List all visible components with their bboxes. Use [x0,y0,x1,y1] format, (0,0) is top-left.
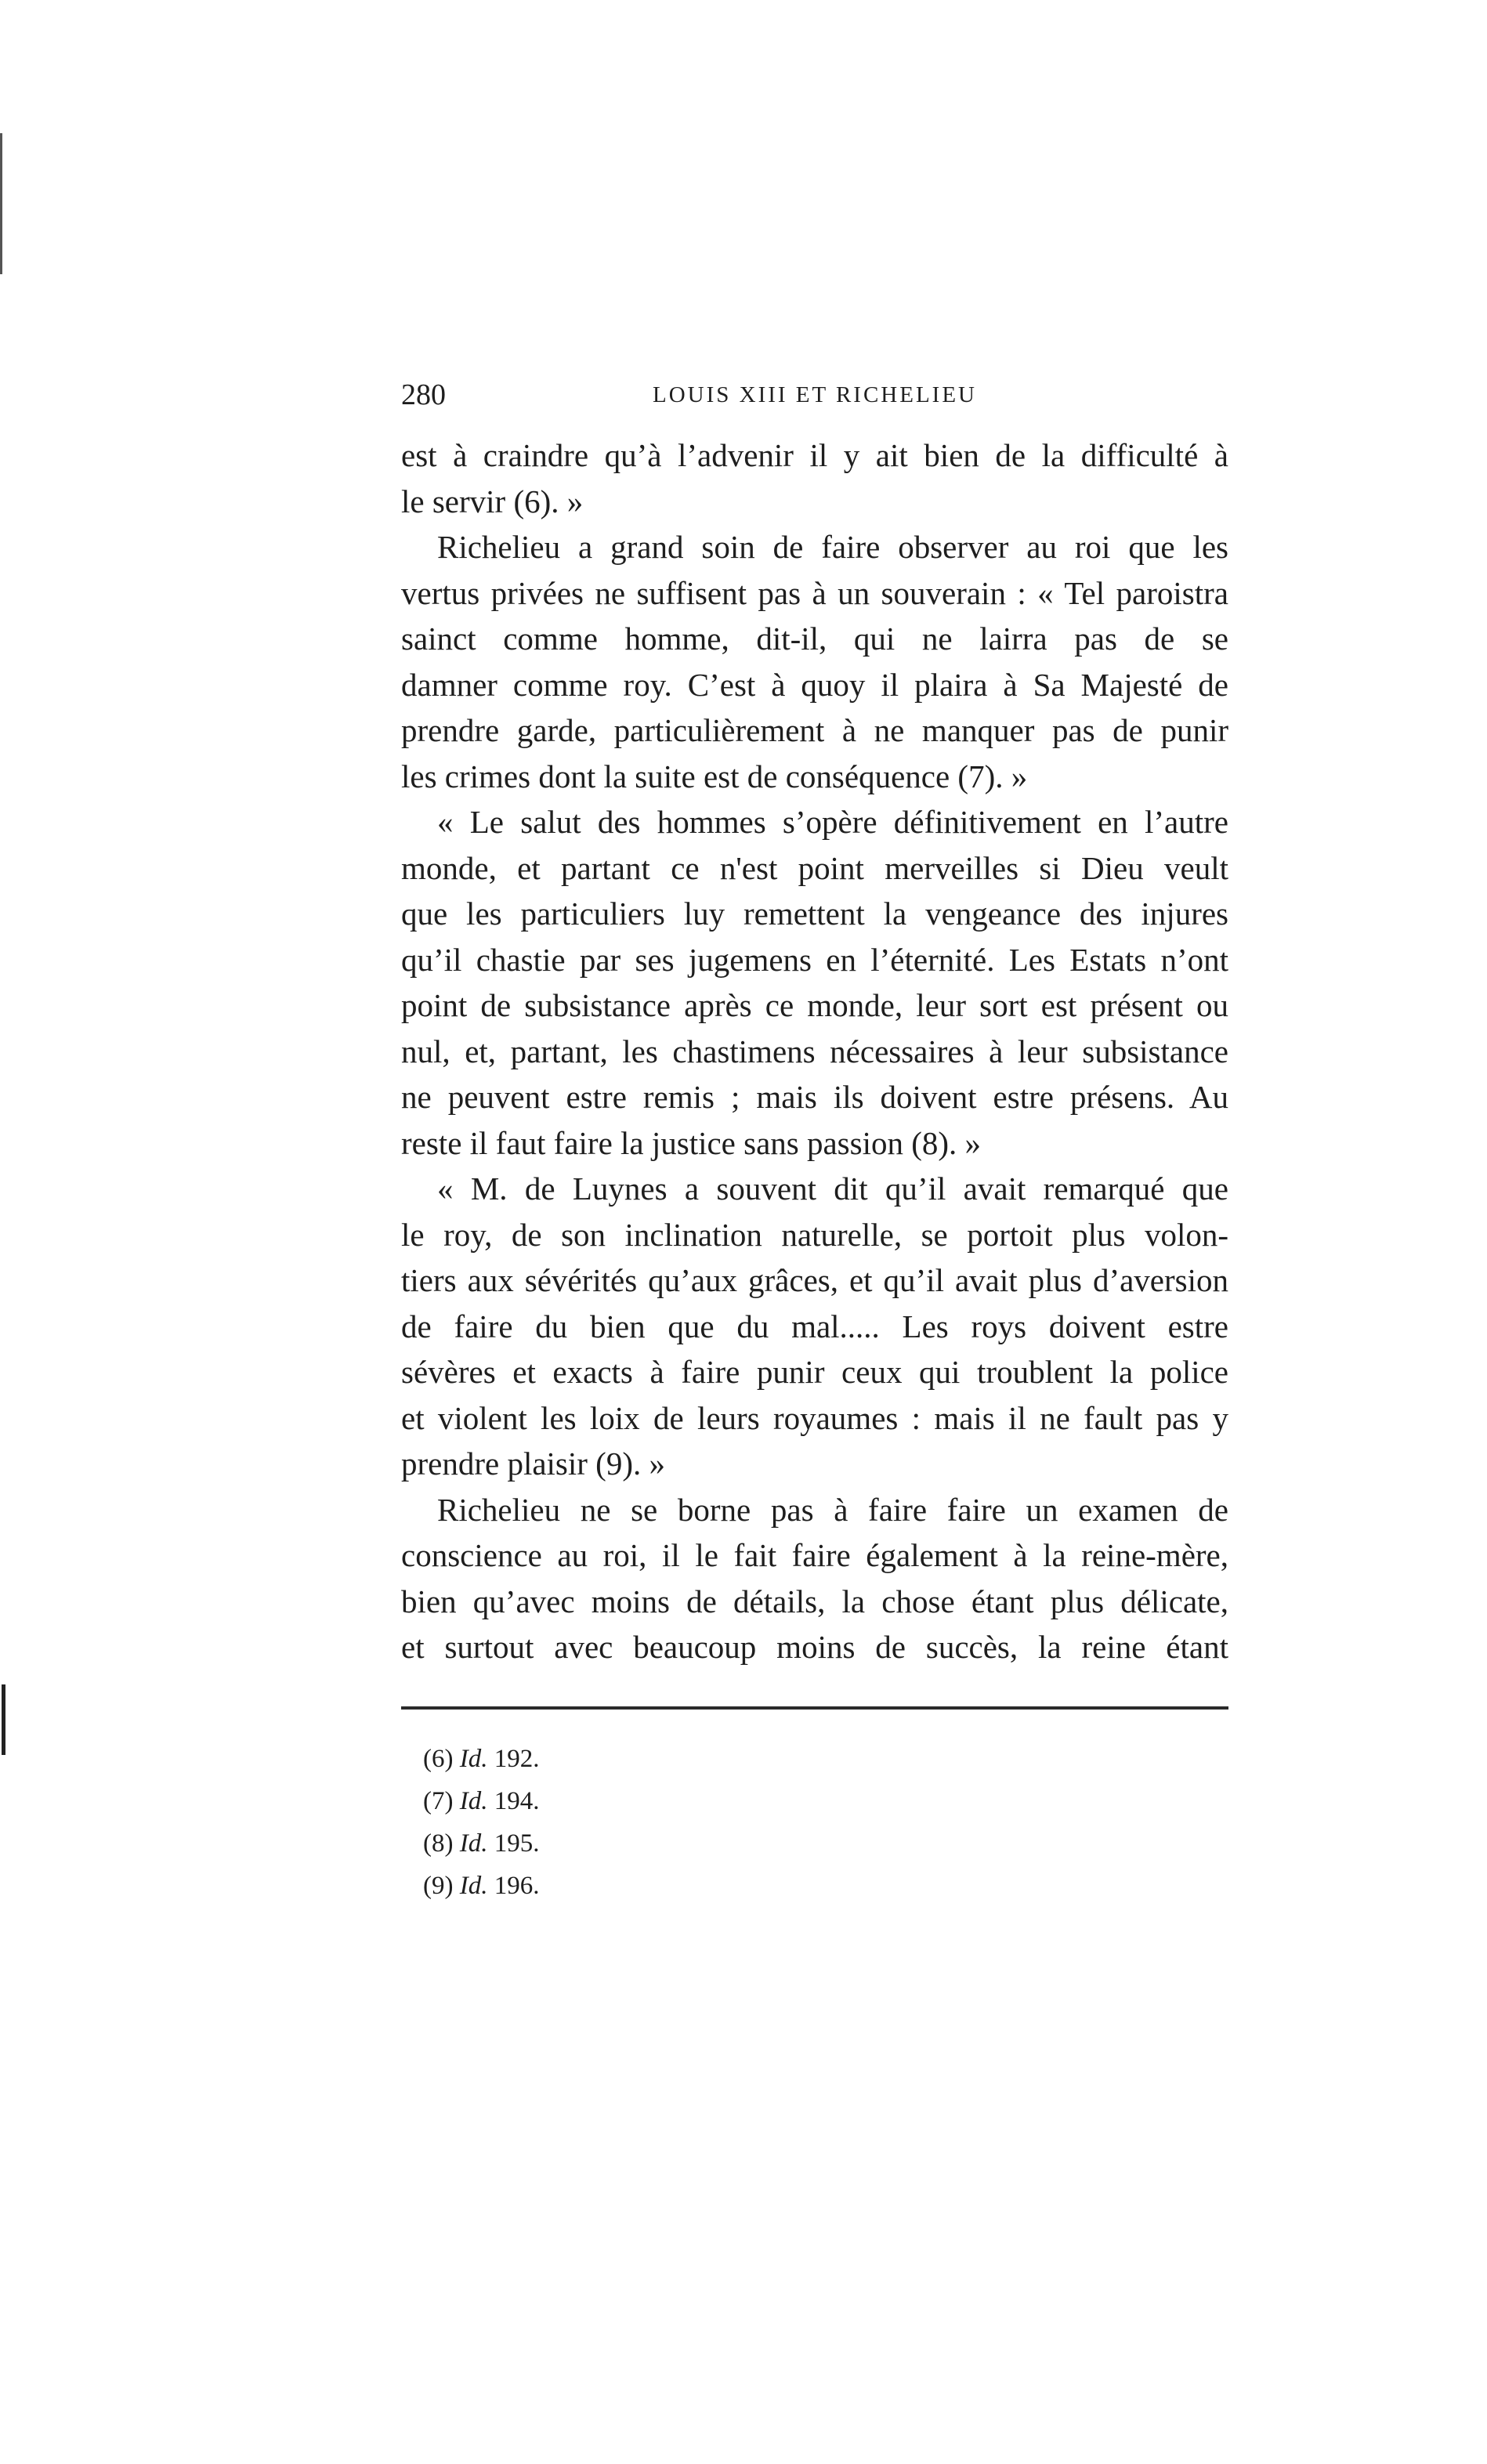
text-line: sévères et exacts à faire punir ceux qui troublent la police [401,1354,1228,1390]
text-line: point de subsistance après ce monde, leur sort est présent ou [401,987,1228,1023]
footnote-rule [401,1706,1228,1710]
footnote-page: 192. [494,1745,540,1773]
body-text [401,432,1228,1670]
footnote-page: 196. [494,1872,540,1900]
text-line: que les particuliers luy remettent la vengeance des injures [401,896,1228,932]
text-line: sainct comme homme, dit-il, qui ne lairra pas de se [401,621,1228,657]
text-line: bien qu’avec moins de détails, la chose étant plus délicate, [401,1583,1228,1619]
footnote-marker: (7) [423,1787,454,1815]
footnote-marker: (6) [423,1745,454,1773]
text-line: reste il faut faire la justice sans passion (8). » [401,1124,982,1161]
footnote-source: Id. [459,1787,488,1815]
text-line: Richelieu a grand soin de faire observer au roi que les [437,529,1228,565]
text-line: le roy, de son inclination naturelle, se portoit plus volon- [401,1216,1228,1253]
footnote [423,1865,893,1907]
text-line: de faire du bien que du mal..... Les roys doivent estre [401,1308,1228,1344]
scan-edge-mark [0,133,2,274]
text-line: conscience au roi, il le fait faire également à la reine-mère, [401,1537,1228,1573]
footnote-page: 195. [494,1829,540,1858]
page-number: 280 [401,378,446,411]
text-line: Richelieu ne se borne pas à faire faire un examen de [437,1491,1228,1528]
text-line: les crimes dont la suite est de conséquence (7). » [401,758,1028,794]
footnote-page: 194. [494,1787,540,1815]
text-line: vertus privées ne suffisent pas à un souverain : « Tel paroistra [401,574,1228,611]
text-line: prendre plaisir (9). » [401,1445,665,1482]
footnote-source: Id. [459,1829,488,1858]
text-line: « Le salut des hommes s’opère définitivement en l’autre [437,804,1228,840]
running-head [401,371,1228,418]
footnote [423,1780,893,1822]
footnote-marker: (9) [423,1872,454,1900]
text-line: prendre garde, particulièrement à ne manquer pas de punir [401,712,1228,748]
footnote-marker: (8) [423,1829,454,1858]
text-line: et violent les loix de leurs royaumes : mais il ne fault pas y [401,1399,1228,1436]
text-line: le servir (6). » [401,483,584,519]
text-line: et surtout avec beaucoup moins de succès, la reine étant [401,1629,1228,1665]
footnotes [423,1738,893,1907]
text-line: est à craindre qu’à l’advenir il y ait bien de la difficulté à [401,437,1228,473]
text-line: qu’il chastie par ses jugemens en l’éternité. Les Estats n’ont [401,941,1228,978]
text-line: « M. de Luynes a souvent dit qu’il avait remarqué que [437,1170,1228,1207]
text-line: tiers aux sévérités qu’aux grâces, et qu’il avait plus d’aversion [401,1262,1228,1298]
text-line: damner comme roy. C’est à quoy il plaira à Sa Majesté de [401,666,1228,703]
footnote-source: Id. [459,1872,488,1900]
footnote-source: Id. [459,1745,488,1773]
text-line: nul, et, partant, les chastimens nécessaires à leur subsistance [401,1033,1228,1069]
text-line: ne peuvent estre remis ; mais ils doivent estre présens. Au [401,1079,1228,1115]
scan-edge-mark [2,1684,5,1755]
running-title: LOUIS XIII ET RICHELIEU [653,382,977,407]
footnote [423,1822,893,1865]
text-line: monde, et partant ce n'est point merveilles si Dieu veult [401,849,1228,886]
footnote [423,1738,893,1780]
